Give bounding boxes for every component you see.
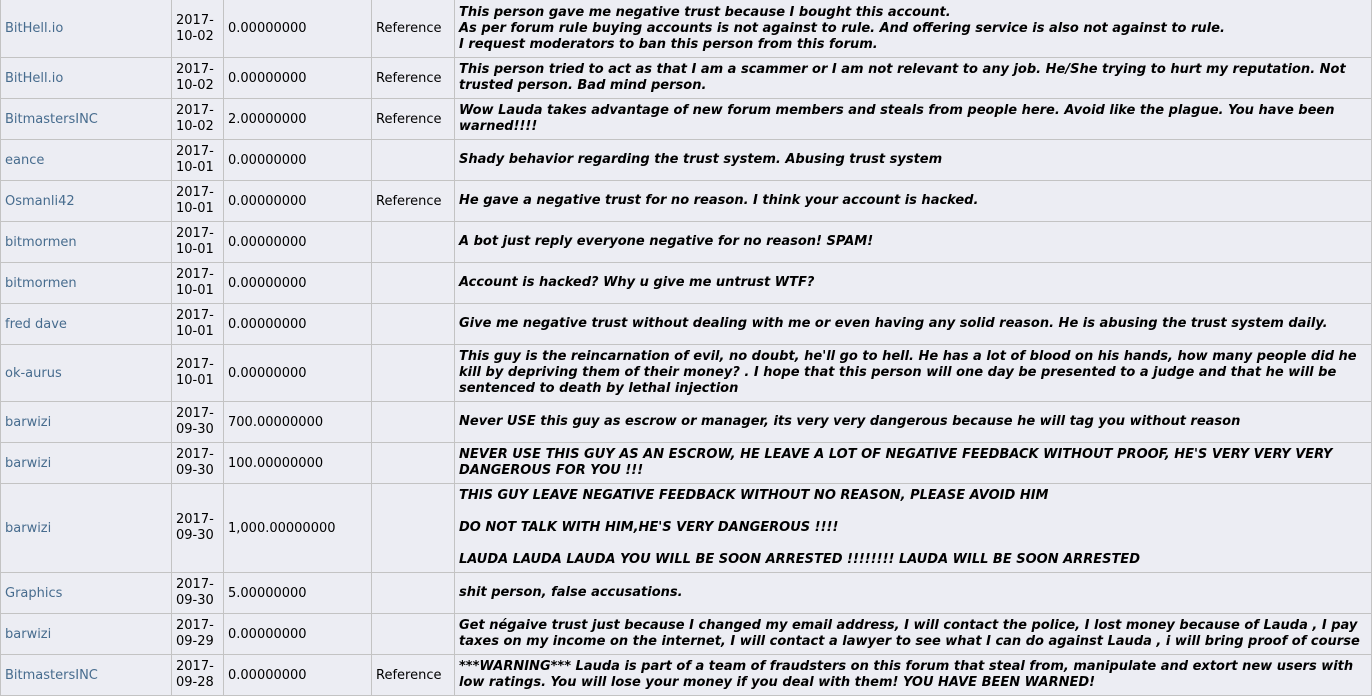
date-cell — [172, 614, 224, 655]
date-line: 2017- — [176, 226, 214, 241]
comment-line — [459, 504, 1367, 520]
date-line: 09-30 — [176, 593, 214, 608]
trust-feedback-body — [1, 0, 1372, 696]
reference-cell — [372, 263, 455, 304]
reference-link[interactable]: Reference — [376, 193, 442, 209]
risked-amount-cell: 2.00000000 — [224, 99, 372, 140]
date-line: 10-02 — [176, 28, 214, 44]
comment-line: ***WARNING*** Lauda is part of a team of fraudsters on this forum that steal from, manipulate and extort new users with low ratings. You will lose your money if you deal with them! YOU HAVE BEEN WARNED! — [459, 659, 1354, 690]
feedback-comment-cell — [455, 614, 1372, 655]
date-cell — [172, 304, 224, 345]
feedback-comment-cell — [455, 0, 1372, 58]
user-cell — [1, 263, 172, 304]
date-line: 2017- — [176, 659, 214, 674]
feedback-comment-cell — [455, 140, 1372, 181]
date-cell — [172, 402, 224, 443]
reference-cell — [372, 402, 455, 443]
feedback-comment-cell — [455, 402, 1372, 443]
date-cell — [172, 345, 224, 402]
date-cell — [172, 263, 224, 304]
date-line: 2017- — [176, 512, 214, 527]
reference-cell — [372, 140, 455, 181]
date-line: 10-01 — [176, 324, 214, 339]
date-line: 2017- — [176, 267, 214, 282]
trust-row — [1, 402, 1372, 443]
comment-line: Shady behavior regarding the trust system. Abusing trust system — [459, 152, 943, 167]
date-line: 2017- — [176, 144, 214, 159]
comment-line: A bot just reply everyone negative for no reason! SPAM! — [459, 234, 874, 249]
reference-cell — [372, 655, 455, 696]
user-cell — [1, 304, 172, 345]
date-cell — [172, 443, 224, 484]
trust-row — [1, 99, 1372, 140]
date-line: 2017- — [176, 577, 214, 592]
trust-row — [1, 345, 1372, 402]
feedback-comment-cell — [455, 222, 1372, 263]
date-line: 10-01 — [176, 373, 214, 388]
user-link[interactable]: BitHell.io — [5, 21, 64, 36]
user-link[interactable]: barwizi — [5, 520, 52, 536]
reference-cell — [372, 0, 455, 58]
feedback-comment-cell — [455, 58, 1372, 99]
risked-amount-cell: 0.00000000 — [224, 222, 372, 263]
user-cell — [1, 222, 172, 263]
user-cell — [1, 402, 172, 443]
user-cell — [1, 345, 172, 402]
date-line: 10-01 — [176, 242, 214, 257]
feedback-comment-cell — [455, 655, 1372, 696]
user-link[interactable]: Osmanli42 — [5, 193, 75, 209]
user-cell — [1, 484, 172, 573]
date-cell — [172, 140, 224, 181]
comment-line: This person gave me negative trust because I bought this account. — [459, 4, 951, 20]
user-link[interactable]: barwizi — [5, 455, 52, 471]
comment-line: Get négaive trust just because I changed my email address, I will contact the police, I lost money because of Lauda , I pay taxes on my income on the internet, I will contact a lawyer to see what I can do against Lauda , i will bring proof of course — [459, 618, 1360, 649]
feedback-comment-cell — [455, 263, 1372, 304]
comment-line: THIS GUY LEAVE NEGATIVE FEEDBACK WITHOUT NO REASON, PLEASE AVOID HIM — [459, 488, 1049, 503]
risked-amount-cell: 0.00000000 — [224, 263, 372, 304]
trust-row — [1, 181, 1372, 222]
comment-line: Give me negative trust without dealing with me or even having any solid reason. He is abusing the trust system daily. — [459, 316, 1328, 331]
date-line: 2017- — [176, 103, 214, 118]
date-line: 2017- — [176, 12, 214, 28]
user-cell — [1, 181, 172, 222]
comment-line: LAUDA LAUDA LAUDA YOU WILL BE SOON ARRESTED !!!!!!!! LAUDA WILL BE SOON ARRESTED — [459, 552, 1140, 567]
reference-link[interactable]: Reference — [376, 111, 442, 127]
date-cell — [172, 222, 224, 263]
comment-line: This person tried to act as that I am a scammer or I am not relevant to any job. He/She trying to hurt my reputation. Not trusted person. Bad mind person. — [459, 62, 1346, 93]
date-line: 09-30 — [176, 528, 214, 543]
reference-cell — [372, 58, 455, 99]
date-line: 10-02 — [176, 119, 214, 134]
user-cell — [1, 99, 172, 140]
date-line: 2017- — [176, 62, 214, 77]
risked-amount-cell: 1,000.00000000 — [224, 484, 372, 573]
feedback-comment-cell — [455, 443, 1372, 484]
risked-amount-cell: 700.00000000 — [224, 402, 372, 443]
comment-line: shit person, false accusations. — [459, 585, 683, 600]
risked-amount-cell: 0.00000000 — [224, 304, 372, 345]
comment-line: I request moderators to ban this person from this forum. — [459, 36, 878, 52]
user-link[interactable]: bitmormen — [5, 275, 77, 291]
date-line: 10-01 — [176, 201, 214, 216]
trust-row — [1, 614, 1372, 655]
feedback-comment-cell — [455, 573, 1372, 614]
feedback-comment-cell — [455, 181, 1372, 222]
trust-row — [1, 573, 1372, 614]
user-cell — [1, 443, 172, 484]
comment-line: NEVER USE THIS GUY AS AN ESCROW, HE LEAVE A LOT OF NEGATIVE FEEDBACK WITHOUT PROOF, HE'S VERY VERY VERY DANGEROUS FOR YOU !!! — [459, 447, 1333, 478]
date-line: 10-01 — [176, 283, 214, 298]
date-line: 2017- — [176, 447, 214, 462]
risked-amount-cell: 0.00000000 — [224, 0, 372, 58]
feedback-comment-cell — [455, 484, 1372, 573]
feedback-comment-cell — [455, 99, 1372, 140]
reference-cell — [372, 181, 455, 222]
date-cell — [172, 58, 224, 99]
user-cell — [1, 573, 172, 614]
user-link[interactable]: barwizi — [5, 626, 52, 642]
risked-amount-cell: 0.00000000 — [224, 140, 372, 181]
user-link[interactable]: Graphics — [5, 585, 63, 601]
trust-row — [1, 443, 1372, 484]
comment-line: DO NOT TALK WITH HIM,HE'S VERY DANGEROUS !!!! — [459, 520, 839, 535]
trust-row — [1, 263, 1372, 304]
reference-cell — [372, 99, 455, 140]
feedback-comment-cell — [455, 345, 1372, 402]
date-line: 09-29 — [176, 634, 214, 649]
reference-cell — [372, 614, 455, 655]
reference-cell — [372, 573, 455, 614]
risked-amount-cell: 0.00000000 — [224, 614, 372, 655]
date-cell — [172, 181, 224, 222]
risked-amount-cell: 100.00000000 — [224, 443, 372, 484]
reference-cell — [372, 484, 455, 573]
user-link[interactable]: barwizi — [5, 414, 52, 430]
comment-line: He gave a negative trust for no reason. I think your account is hacked. — [459, 193, 979, 208]
date-line: 10-02 — [176, 78, 214, 93]
date-line: 09-30 — [176, 422, 214, 437]
date-cell — [172, 573, 224, 614]
reference-cell — [372, 443, 455, 484]
user-link[interactable]: BitHell.io — [5, 70, 64, 86]
risked-amount-cell: 0.00000000 — [224, 58, 372, 99]
user-cell — [1, 655, 172, 696]
user-link[interactable]: BitmastersINC — [5, 667, 98, 683]
comment-line: Wow Lauda takes advantage of new forum members and steals from people here. Avoid like the plague. You have been warned!!!! — [459, 103, 1335, 134]
reference-cell — [372, 345, 455, 402]
comment-line: As per forum rule buying accounts is not against to rule. And offering service is also not against to rule. — [459, 20, 1225, 36]
date-line: 2017- — [176, 406, 214, 421]
risked-amount-cell: 0.00000000 — [224, 345, 372, 402]
reference-link[interactable]: Reference — [376, 70, 442, 86]
reference-cell — [372, 222, 455, 263]
reference-link[interactable]: Reference — [376, 21, 442, 36]
user-link[interactable]: BitmastersINC — [5, 111, 98, 127]
date-cell — [172, 0, 224, 58]
comment-line: This guy is the reincarnation of evil, no doubt, he'll go to hell. He has a lot of blood on his hands, how many people did he kill by depriving them of their money? . I hope that this person will one day be presented to a judge and that he will be sentenced to death by lethal injection — [459, 349, 1357, 396]
risked-amount-cell: 5.00000000 — [224, 573, 372, 614]
user-link[interactable]: eance — [5, 152, 45, 168]
date-cell — [172, 99, 224, 140]
user-cell — [1, 140, 172, 181]
user-cell — [1, 0, 172, 58]
user-cell — [1, 58, 172, 99]
reference-link[interactable]: Reference — [376, 667, 442, 683]
reference-cell — [372, 304, 455, 345]
risked-amount-cell: 0.00000000 — [224, 181, 372, 222]
date-line: 2017- — [176, 357, 214, 372]
date-line: 10-01 — [176, 160, 214, 175]
trust-row — [1, 304, 1372, 345]
user-link[interactable]: ok-aurus — [5, 365, 62, 381]
risked-amount-cell: 0.00000000 — [224, 655, 372, 696]
date-line: 2017- — [176, 618, 214, 633]
date-line: 09-28 — [176, 675, 214, 690]
trust-row — [1, 58, 1372, 99]
user-link[interactable]: bitmormen — [5, 234, 77, 250]
user-cell — [1, 614, 172, 655]
date-line: 2017- — [176, 308, 214, 323]
date-cell — [172, 484, 224, 573]
comment-line — [459, 536, 1367, 552]
date-cell — [172, 655, 224, 696]
trust-row — [1, 0, 1372, 58]
date-line: 09-30 — [176, 463, 214, 478]
trust-row — [1, 222, 1372, 263]
trust-row — [1, 484, 1372, 573]
feedback-comment-cell — [455, 304, 1372, 345]
trust-row — [1, 140, 1372, 181]
trust-row — [1, 655, 1372, 696]
comment-line: Never USE this guy as escrow or manager, its very very dangerous because he will tag you without reason — [459, 414, 1241, 429]
date-line: 2017- — [176, 185, 214, 200]
comment-line: Account is hacked? Why u give me untrust WTF? — [459, 275, 815, 290]
user-link[interactable]: fred dave — [5, 316, 67, 332]
